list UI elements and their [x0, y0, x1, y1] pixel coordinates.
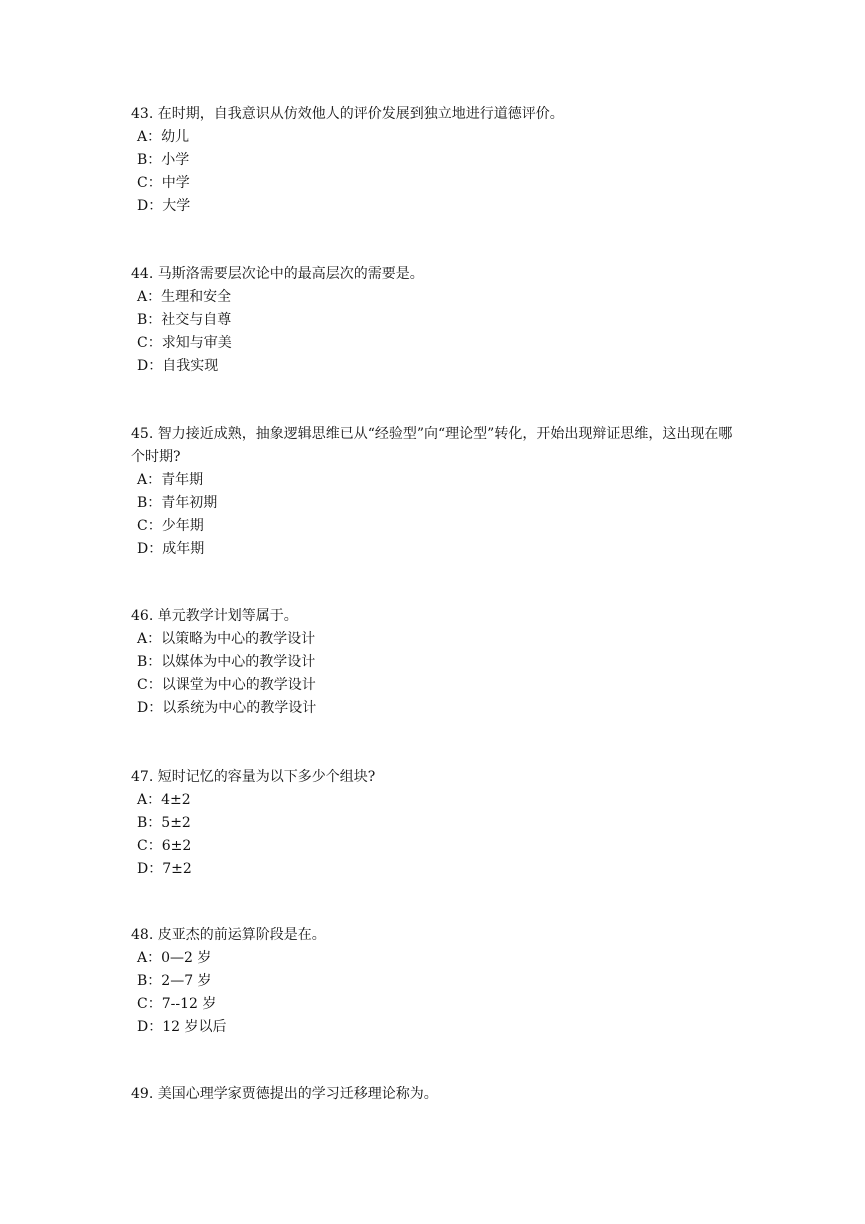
- option-d: D：成年期: [137, 541, 205, 557]
- option-b: B：社交与自尊: [137, 312, 232, 328]
- option-d: D：大学: [137, 198, 191, 214]
- question-stem: 43. 在时期，自我意识从仿效他人的评价发展到独立地进行道德评价。: [131, 106, 564, 122]
- question-stem: 49. 美国心理学家贾德提出的学习迁移理论称为。: [131, 1086, 438, 1102]
- question-stem: 47. 短时记忆的容量为以下多少个组块?: [131, 769, 376, 785]
- question-48: [131, 924, 741, 1039]
- option-d: D：自我实现: [137, 358, 219, 374]
- question-stem: 46. 单元教学计划等属于。: [131, 608, 298, 624]
- option-b: B：小学: [137, 152, 190, 168]
- question-47: [131, 766, 741, 881]
- option-c: C：6±2: [137, 838, 192, 854]
- option-a: A：0—2 岁: [137, 950, 212, 966]
- question-stem: 45. 智力接近成熟，抽象逻辑思维已从“经验型”向“理论型”转化，开始出现辩证思维，这出现在哪个时期?: [131, 426, 733, 465]
- option-c: C：中学: [137, 175, 190, 191]
- option-b: B：5±2: [137, 815, 191, 831]
- option-b: B：2—7 岁: [137, 973, 212, 989]
- option-c: C：以课堂为中心的教学设计: [137, 677, 316, 693]
- option-d: D：以系统为中心的教学设计: [137, 700, 317, 716]
- option-a: A：生理和安全: [137, 289, 232, 305]
- question-46: [131, 605, 741, 720]
- option-b: B：青年初期: [137, 495, 218, 511]
- option-a: A：幼儿: [137, 129, 190, 145]
- option-b: B：以媒体为中心的教学设计: [137, 654, 316, 670]
- question-49: [131, 1083, 741, 1106]
- question-44: [131, 263, 741, 378]
- option-a: A：以策略为中心的教学设计: [137, 631, 316, 647]
- option-d: D：7±2: [137, 861, 192, 877]
- option-d: D：12 岁以后: [137, 1019, 227, 1035]
- option-c: C：7--12 岁: [137, 996, 217, 1012]
- question-45: [131, 423, 741, 561]
- option-a: A：青年期: [137, 472, 204, 488]
- option-c: C：求知与审美: [137, 335, 232, 351]
- question-stem: 44. 马斯洛需要层次论中的最高层次的需要是。: [131, 266, 424, 282]
- question-43: [131, 103, 741, 218]
- option-a: A：4±2: [137, 792, 191, 808]
- option-c: C：少年期: [137, 518, 204, 534]
- question-stem: 48. 皮亚杰的前运算阶段是在。: [131, 927, 326, 943]
